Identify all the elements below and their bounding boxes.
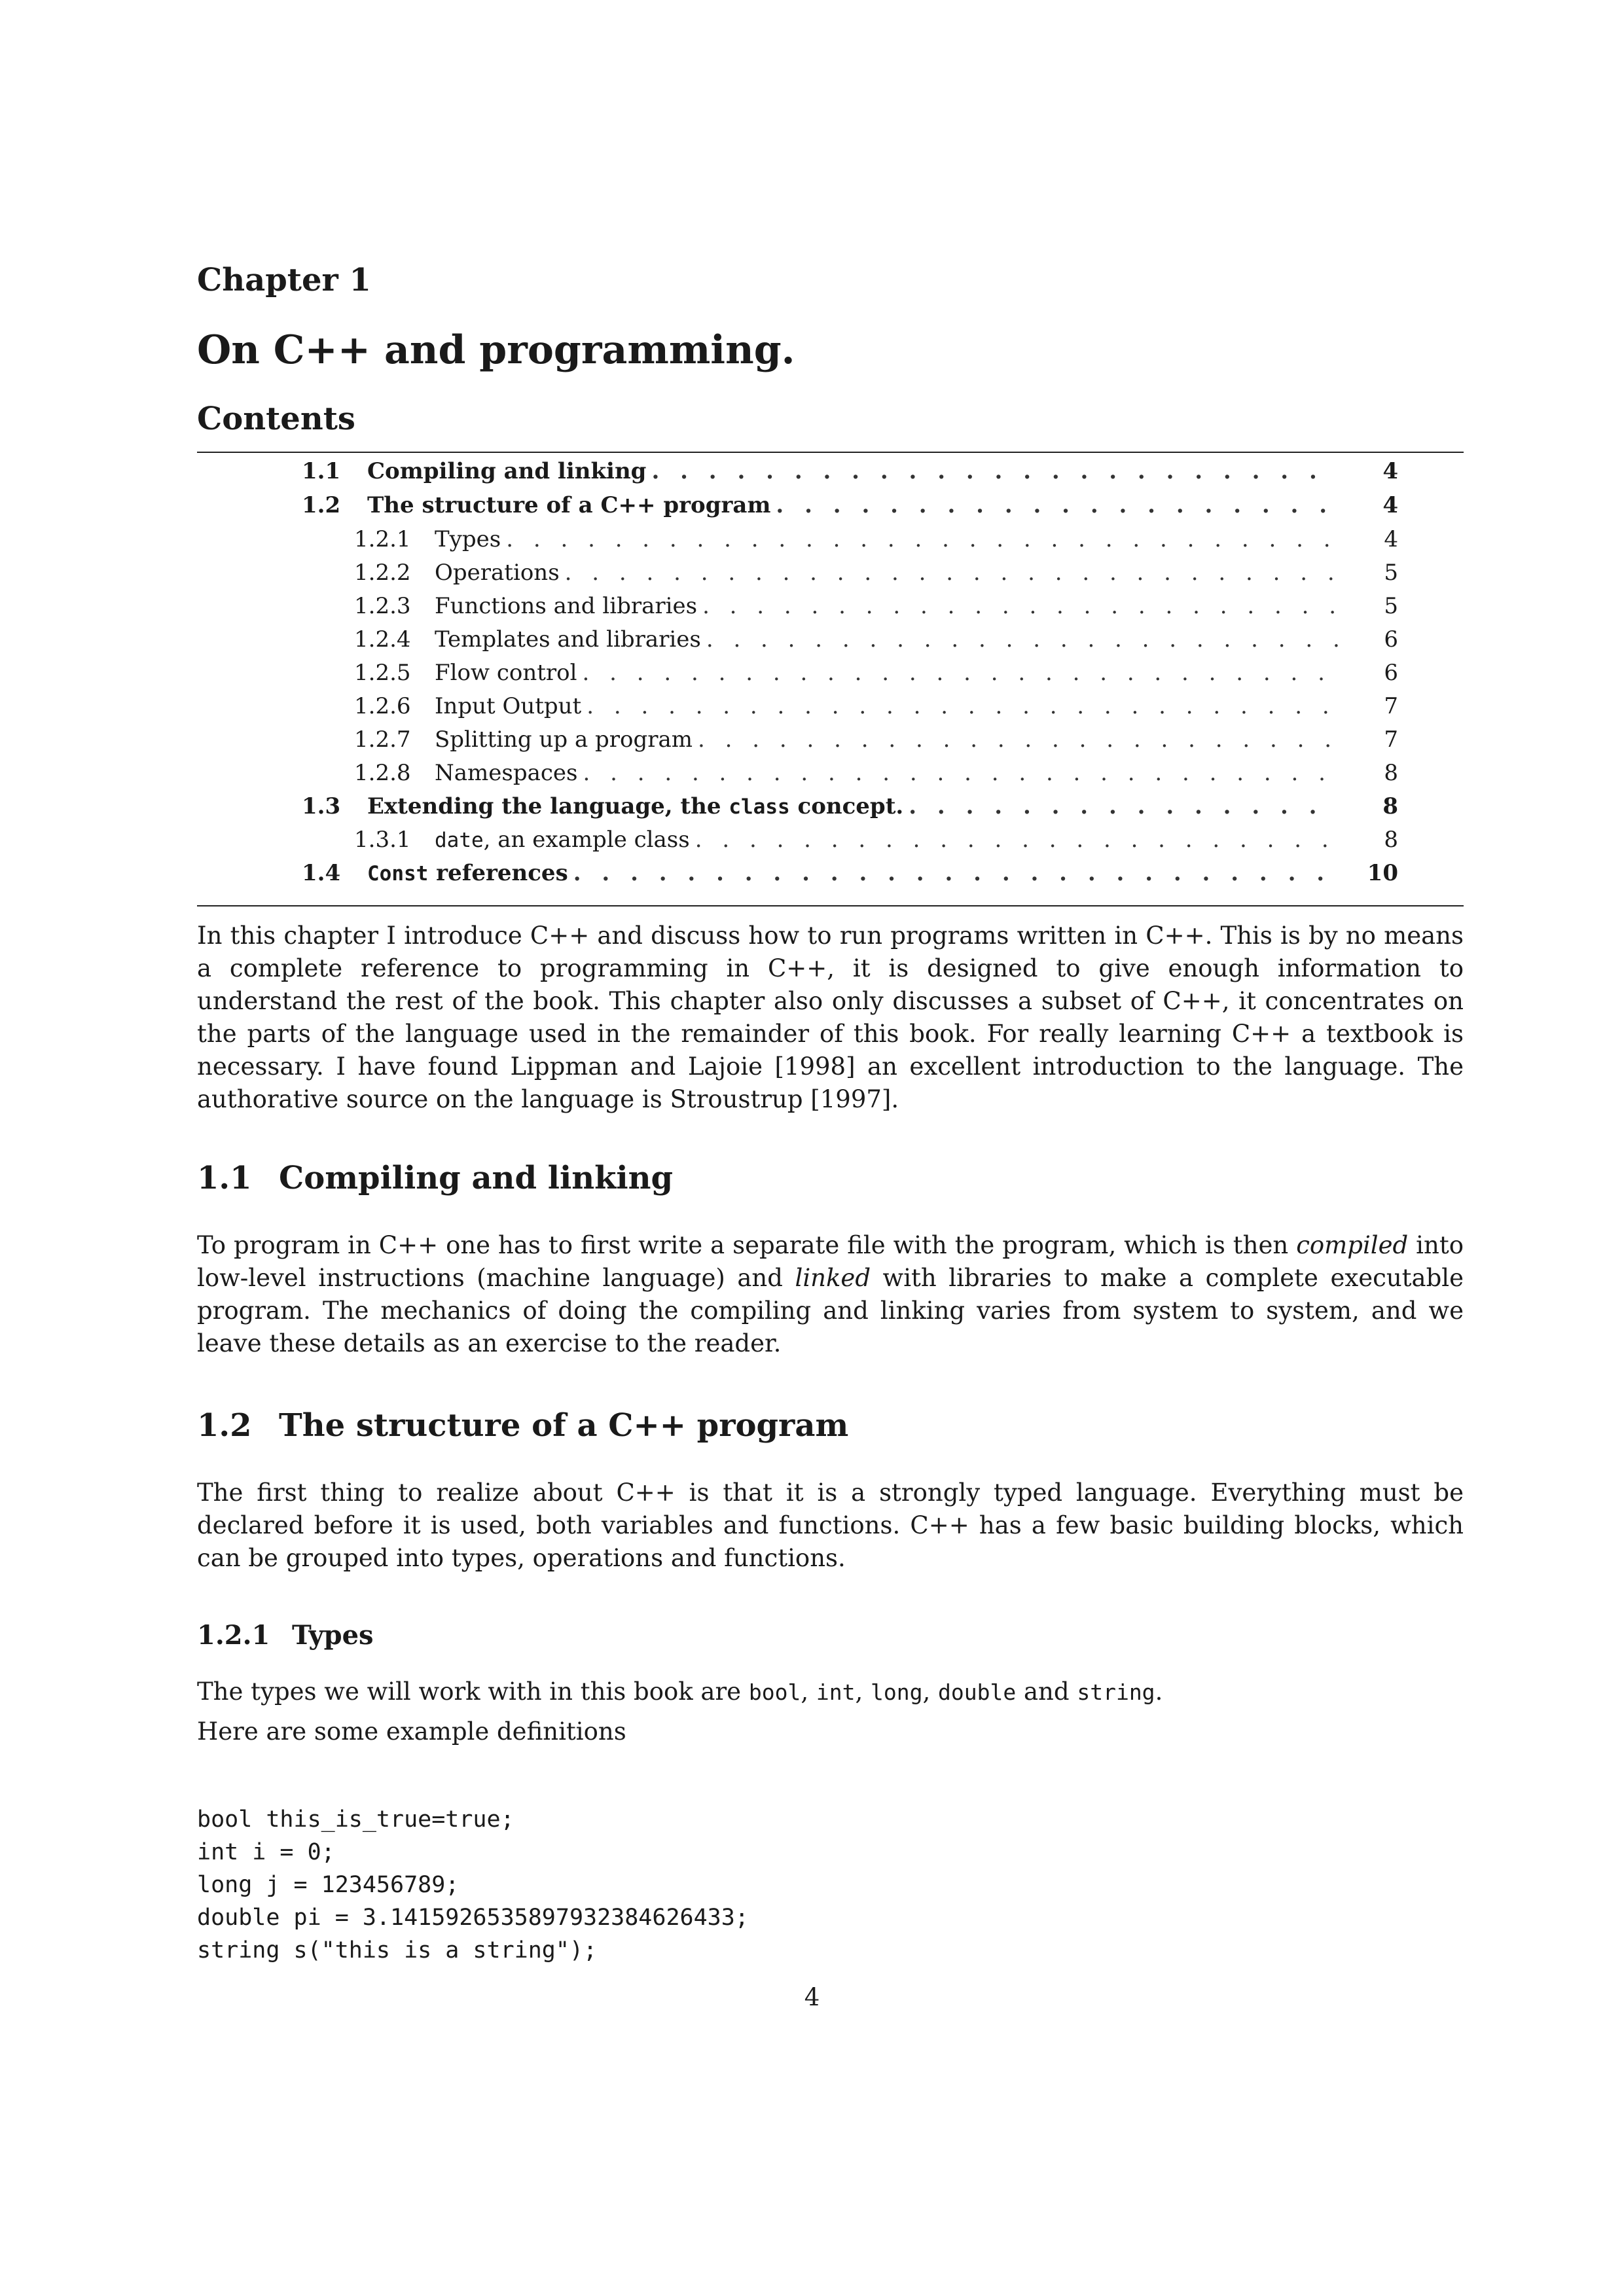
- section-paragraph: [197, 1229, 1464, 1360]
- toc-entry-title: Functions and libraries: [435, 593, 698, 619]
- toc-entry-title: Namespaces: [435, 760, 578, 786]
- toc-entry-number: 1.1: [302, 458, 341, 484]
- toc-entry[interactable]: [354, 827, 1398, 859]
- toc-entry-number: 1.2.8: [354, 760, 411, 786]
- toc-leader-dots: [695, 827, 1339, 853]
- toc-entry-title: Types: [435, 526, 501, 552]
- type-name: string: [1077, 1679, 1155, 1705]
- toc-entry-number: 1.2.4: [354, 626, 411, 653]
- toc-entry-page: 7: [1384, 726, 1398, 753]
- toc-entry[interactable]: [302, 793, 1398, 826]
- toc-entry-number: 1.2.5: [354, 660, 411, 686]
- toc-entry[interactable]: [354, 726, 1398, 759]
- toc-leader-dots: [706, 626, 1339, 653]
- toc-entry-number: 1.2.6: [354, 693, 411, 719]
- toc-entry-page: 5: [1384, 593, 1398, 619]
- emphasis-text: linked: [795, 1264, 871, 1292]
- toc-title-text: references: [428, 860, 568, 886]
- toc-title-text: Extending the language, the: [367, 793, 729, 819]
- toc-title-code: date: [435, 829, 484, 852]
- toc-entry-number: 1.3: [302, 793, 341, 819]
- code-line: bool this_is_true=true;: [197, 1806, 514, 1833]
- section-heading: [197, 1160, 673, 1196]
- toc-bottom-rule: [197, 905, 1464, 906]
- toc-entry-title: Flow control: [435, 660, 577, 686]
- type-name: long: [871, 1679, 923, 1705]
- type-name: double: [938, 1679, 1017, 1705]
- toc-entry-number: 1.2: [302, 492, 341, 518]
- toc-entry[interactable]: [354, 593, 1398, 626]
- toc-entry-page: 7: [1384, 693, 1398, 719]
- section-title: Compiling and linking: [279, 1160, 674, 1196]
- toc-entry[interactable]: [302, 458, 1398, 491]
- toc-entry[interactable]: [354, 560, 1398, 592]
- toc-title-text: concept.: [789, 793, 904, 819]
- toc-entry-page: 6: [1384, 660, 1398, 686]
- toc-entry-title: Splitting up a program: [435, 726, 693, 753]
- toc-entry-title: Compiling and linking: [367, 458, 647, 484]
- intro-paragraph: In this chapter I introduce C++ and discuss how to run programs written in C++. This is by no means a complete reference to programming in C++, it is designed to give enough information to understand the rest of the book. This chapter also only discusses a subset of C++, it concentrates on the parts of the language used in the remainder of this book. For really learning C++ a textbook is necessary. I have found Lippman and Lajoie [1998] an excellent introduction to the language. The authorative source on the language is Stroustrup [1997].: [197, 922, 1464, 1113]
- toc-leader-dots: [573, 860, 1339, 886]
- subsection-heading: [197, 1620, 374, 1651]
- toc-entry-page: 10: [1367, 860, 1398, 886]
- separator: ,: [855, 1677, 871, 1706]
- toc-leader-dots: [565, 560, 1339, 586]
- toc-leader-dots: [583, 760, 1339, 786]
- section-number: 1.1: [197, 1160, 252, 1196]
- subsection-number: 1.2.1: [197, 1620, 270, 1651]
- section-number: 1.2: [197, 1407, 252, 1444]
- contents-heading: Contents: [197, 401, 355, 437]
- toc-entry-page: 4: [1382, 492, 1398, 518]
- toc-entry-title: [435, 827, 695, 853]
- paragraph-text: with libraries to make a complete executable program. The mechanics of doing the compiling and linking varies from system to system, and we leave these details as an exercise to the reader.: [197, 1264, 1464, 1357]
- toc-entry-page: 6: [1384, 626, 1398, 653]
- toc-entry[interactable]: [302, 860, 1398, 893]
- toc-entry-number: 1.2.2: [354, 560, 411, 586]
- toc-leader-dots: [651, 458, 1339, 484]
- toc-leader-dots: [698, 726, 1339, 753]
- separator: .: [1155, 1677, 1163, 1706]
- toc-entry[interactable]: [302, 492, 1398, 525]
- code-line: string s("this is a string");: [197, 1937, 598, 1964]
- toc-entry-page: 4: [1384, 526, 1398, 552]
- toc-leader-dots: [586, 693, 1339, 719]
- toc-entry[interactable]: [354, 626, 1398, 659]
- toc-entry[interactable]: [354, 660, 1398, 692]
- paragraph-text: The types we will work with in this book are: [197, 1677, 749, 1706]
- section-title: The structure of a C++ program: [279, 1407, 849, 1444]
- toc-entry-number: 1.2.1: [354, 526, 411, 552]
- toc-entry-title: Operations: [435, 560, 560, 586]
- toc-entry-number: 1.3.1: [354, 827, 411, 853]
- page-number: 4: [804, 1983, 820, 2011]
- toc-leader-dots: [506, 526, 1339, 552]
- paragraph-text: To program in C++ one has to first write a separate file with the program, which is then: [197, 1231, 1297, 1259]
- toc-entry-number: 1.4: [302, 860, 341, 886]
- types-paragraph: [197, 1676, 1464, 1709]
- toc-entry-page: 8: [1382, 793, 1398, 819]
- toc-entry-title: [367, 860, 573, 886]
- toc-entry[interactable]: [354, 693, 1398, 726]
- code-line: double pi = 3.1415926535897932384626433;: [197, 1905, 749, 1931]
- toc-entry-page: 8: [1384, 760, 1398, 786]
- section-heading: [197, 1407, 848, 1444]
- toc-entry[interactable]: [354, 526, 1398, 559]
- chapter-title: On C++ and programming.: [197, 327, 795, 373]
- examples-intro: Here are some example definitions: [197, 1717, 626, 1746]
- toc-top-rule: [197, 452, 1464, 453]
- toc-entry-title: [367, 793, 909, 819]
- type-name: bool: [748, 1679, 801, 1705]
- toc-leader-dots: [776, 492, 1339, 518]
- toc-entry-page: 8: [1384, 827, 1398, 853]
- section-paragraph: The first thing to realize about C++ is that it is a strongly typed language. Everything must be declared before it is used, both variables and functions. C++ has a few basic building blocks, which can be grouped into types, operations and functions.: [197, 1479, 1464, 1572]
- separator: ,: [922, 1677, 939, 1706]
- toc-leader-dots: [583, 660, 1339, 686]
- toc-title-code: Const: [367, 862, 429, 886]
- toc-entry-title: Input Output: [435, 693, 582, 719]
- toc-entry-number: 1.2.3: [354, 593, 411, 619]
- toc-entry-page: 5: [1384, 560, 1398, 586]
- paragraph-text: into low-level instructions (machine language) and: [197, 1231, 1464, 1292]
- toc-entry-title: Templates and libraries: [435, 626, 701, 653]
- toc-entry-title: The structure of a C++ program: [367, 492, 771, 518]
- toc-entry[interactable]: [354, 760, 1398, 793]
- separator: and: [1016, 1677, 1077, 1706]
- emphasis-text: compiled: [1296, 1231, 1409, 1259]
- toc-title-code: class: [729, 795, 790, 819]
- type-name: int: [816, 1679, 856, 1705]
- toc-title-text: , an example class: [483, 827, 690, 853]
- toc-leader-dots: [909, 793, 1339, 819]
- toc-entry-number: 1.2.7: [354, 726, 411, 753]
- chapter-label: Chapter 1: [197, 262, 371, 298]
- toc-entry-page: 4: [1382, 458, 1398, 484]
- subsection-title: Types: [292, 1620, 374, 1651]
- toc-leader-dots: [702, 593, 1339, 619]
- code-line: long j = 123456789;: [197, 1872, 460, 1898]
- separator: ,: [801, 1677, 816, 1706]
- code-line: int i = 0;: [197, 1839, 335, 1865]
